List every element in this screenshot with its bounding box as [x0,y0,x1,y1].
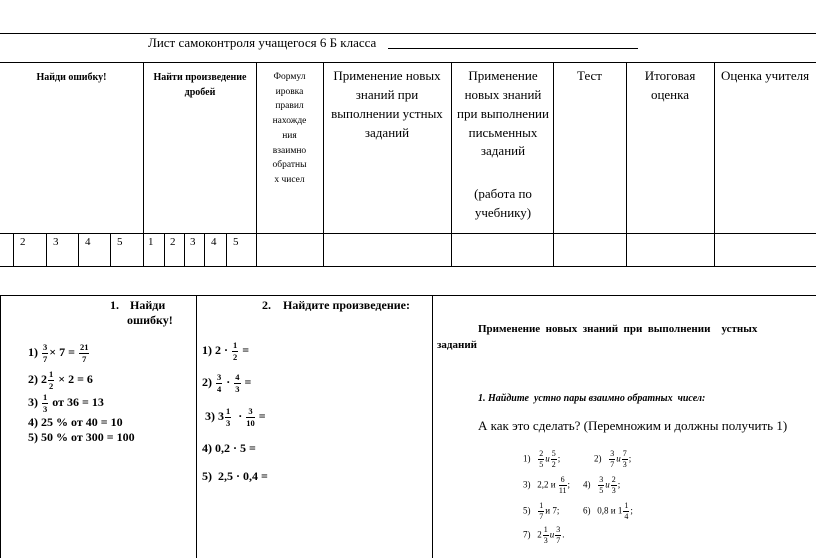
denominator: 3 [43,403,48,414]
find-product-item [202,373,251,393]
denominator: 4 [624,512,629,521]
fraction [555,526,561,545]
item-label: 1) [28,344,38,359]
product-num-1: 1 [148,236,154,248]
find-error-item [28,343,90,363]
multiply-dot: · [238,408,243,423]
item-label: 1) 2 [202,342,221,357]
table1-col-border [714,62,715,266]
table1-subcell-border [226,233,227,266]
fraction [79,343,90,363]
pair-end: ; [567,479,571,490]
denominator: 5 [599,486,604,495]
expression-text: × 7 = [49,344,75,359]
table1-subcell-border [204,233,205,266]
numerator: 21 [79,342,89,352]
find-error-heading: ошибку! [127,313,173,327]
reciprocal-pair [523,502,559,521]
numerator: 4 [235,372,240,382]
numerator: 1 [233,340,238,350]
fraction [538,450,544,469]
fraction [559,476,567,495]
oral-tasks-heading: заданий [437,339,477,351]
table1-top-border [0,62,816,63]
table1-subcell-border [46,233,47,266]
numerator: 1 [539,501,544,510]
fraction [598,476,604,495]
item-label: 4) [28,415,38,429]
fraction [538,502,544,521]
and-word: и [545,453,550,464]
pair-end: ; [630,505,633,516]
fraction [551,450,557,469]
pair-text: и 7; [545,505,560,516]
denominator: 4 [217,383,222,394]
denominator: 2 [49,380,54,391]
table1-subcell-border [164,233,165,266]
find-product-item [205,407,266,427]
expression-text: × 2 = 6 [58,371,93,386]
table1-subcell-border [13,233,14,266]
equals-sign: = [242,342,250,357]
fraction [543,526,549,545]
pair-end: ; [628,453,632,464]
denominator: 7 [556,536,561,545]
denominator: 2 [233,351,238,362]
numerator: 3 [43,342,48,352]
table2-left-border [0,295,1,558]
table1-subcell-border [184,233,185,266]
table1-col-border [626,62,627,266]
pair-end: . [562,529,565,540]
pair-label: 7) [523,529,531,540]
numerator: 6 [560,475,565,484]
whole-part: 2 [537,529,542,540]
oral-tasks-heading: Применение новых знаний при выполнении устных [478,323,758,335]
find-error-num-4: 4 [85,236,91,248]
header-final-grade: Итоговая оценка [644,68,696,102]
pair-end: ; [617,479,621,490]
header-textbook-work: (работа по учебнику) [474,186,532,220]
equals-sign: = [244,374,252,389]
numerator: 3 [556,525,561,534]
numerator: 3 [610,449,615,458]
header-teacher-grade: Оценка учителя [720,68,810,83]
header-line: нахожде [272,116,307,127]
header-line: ния [282,130,297,141]
find-error-num-2: 2 [20,236,26,248]
table1-subcell-border [78,233,79,266]
reciprocal-pair [523,450,560,469]
header-line: правил [275,101,304,112]
denominator: 7 [43,353,48,364]
fraction [216,373,222,393]
whole-part: 3 [218,408,224,423]
pair-label: 5) [523,505,531,516]
reciprocal-pair [583,476,620,495]
denominator: 3 [543,536,548,545]
and-word: и [549,529,555,540]
find-error-num-3: 3 [53,236,59,248]
item-label: 3) [28,394,38,409]
table2-top-border [0,295,816,296]
fraction [42,393,48,413]
denominator: 7 [539,512,544,521]
product-num-5: 5 [233,236,239,248]
fraction [609,450,615,469]
table1-col-border [323,62,324,266]
header-oral-tasks: Применение новых знаний при выполнении устных заданий [331,68,443,140]
numerator: 1 [43,392,48,402]
numerator: 1 [543,525,548,534]
numerator: 1 [624,501,629,510]
numerator: 2 [539,449,544,458]
numerator: 3 [217,372,222,382]
table2-col-border [432,295,433,558]
find-product-item: 5) 2,5 · 0,4 = [202,469,268,483]
reciprocal-pair [583,502,633,521]
numerator: 3 [246,407,255,418]
top-rule [0,33,816,34]
header-line: взаимно [272,145,307,156]
find-product-item [202,341,249,361]
numerator: 1 [49,369,54,379]
denominator: 5 [539,460,544,469]
numerator: 3 [599,475,604,484]
pair-label: 6) [583,505,591,516]
pair-label: 4) [583,479,591,490]
denominator: 7 [82,353,87,364]
header-find-error: Найди ошибку! [36,72,107,83]
numerator: 2 [611,475,616,484]
pair-label: 1) [523,453,531,464]
equals-sign: = [258,408,266,423]
fraction [623,502,629,521]
find-error-heading: Найди [130,298,166,312]
reciprocal-pair [523,526,565,545]
header-line: х чисел [274,175,305,186]
header-line: Формул [273,72,306,82]
header-formulate-rules [256,70,323,188]
product-num-3: 3 [190,236,196,248]
denominator: 3 [622,460,627,469]
denominator: 3 [235,383,240,394]
fraction [225,407,231,427]
item-label: 5) [28,430,38,444]
table1-bottom-border [0,266,816,267]
numerator: 5 [551,449,556,458]
name-underline [388,48,638,49]
fraction [48,370,54,390]
find-error-item [28,370,93,390]
header-find-product: Найти произведение дробей [153,72,247,98]
item-label: 2) [202,374,212,389]
pair-text: 0,8 и 1 [597,505,623,516]
expression-text: 25 % от 40 = 10 [41,415,123,429]
denominator: 3 [226,417,231,428]
fraction [42,343,48,363]
denominator: 7 [610,460,615,469]
header-line: обратны [272,160,307,171]
expression-text: от 36 = 13 [52,394,104,409]
find-error-heading-num: 1. [110,298,119,312]
pair-label: 3) [523,479,531,490]
oral-task-instruction: 1. Найдите устно пары взаимно обратных чисел: [478,393,706,404]
header-line: ировка [275,86,304,97]
numerator: 7 [622,449,627,458]
table1-col-border [143,62,144,266]
multiply-dot: · [224,342,229,357]
pair-text: 2,2 и [537,479,556,490]
table1-col-border [451,62,452,266]
find-error-item [28,430,135,445]
fraction [246,407,255,427]
item-label: 2) [28,371,38,386]
find-product-heading: 2. Найдите произведение: [262,298,410,312]
fraction [234,373,240,393]
expression-text: 50 % от 300 = 100 [41,430,135,444]
find-product-item: 4) 0,2 · 5 = [202,441,256,455]
table2-col-border [196,295,197,558]
product-num-4: 4 [211,236,217,248]
denominator: 2 [551,460,556,469]
find-error-item [28,415,123,430]
denominator: 10 [246,417,255,428]
table1-col-border [553,62,554,266]
whole-part: 2 [41,371,47,386]
pair-label: 2) [594,453,602,464]
denominator: 3 [611,486,616,495]
reciprocal-pair [594,450,631,469]
fraction [611,476,617,495]
denominator: 11 [558,486,567,495]
table1-subcell-border [110,233,111,266]
header-written-tasks: Применение новых знаний при выполнении письменных заданий [457,68,549,159]
fraction [232,341,238,361]
find-error-item [28,393,104,413]
reciprocal-pair [523,476,570,495]
and-word: и [616,453,621,464]
header-test: Тест [577,68,602,83]
multiply-dot: · [226,374,231,389]
oral-task-question: А как это сделать? (Перемножим и должны получить 1) [478,418,788,433]
sheet-title: Лист самоконтроля учащегося 6 Б класса [148,35,377,50]
product-num-2: 2 [170,236,176,248]
and-word: и [605,479,610,490]
numerator: 1 [226,406,231,416]
table1-row-divider [0,233,816,234]
find-error-num-5: 5 [117,236,123,248]
item-label: 3) [205,408,215,423]
pair-end: ; [557,453,561,464]
fraction [622,450,628,469]
